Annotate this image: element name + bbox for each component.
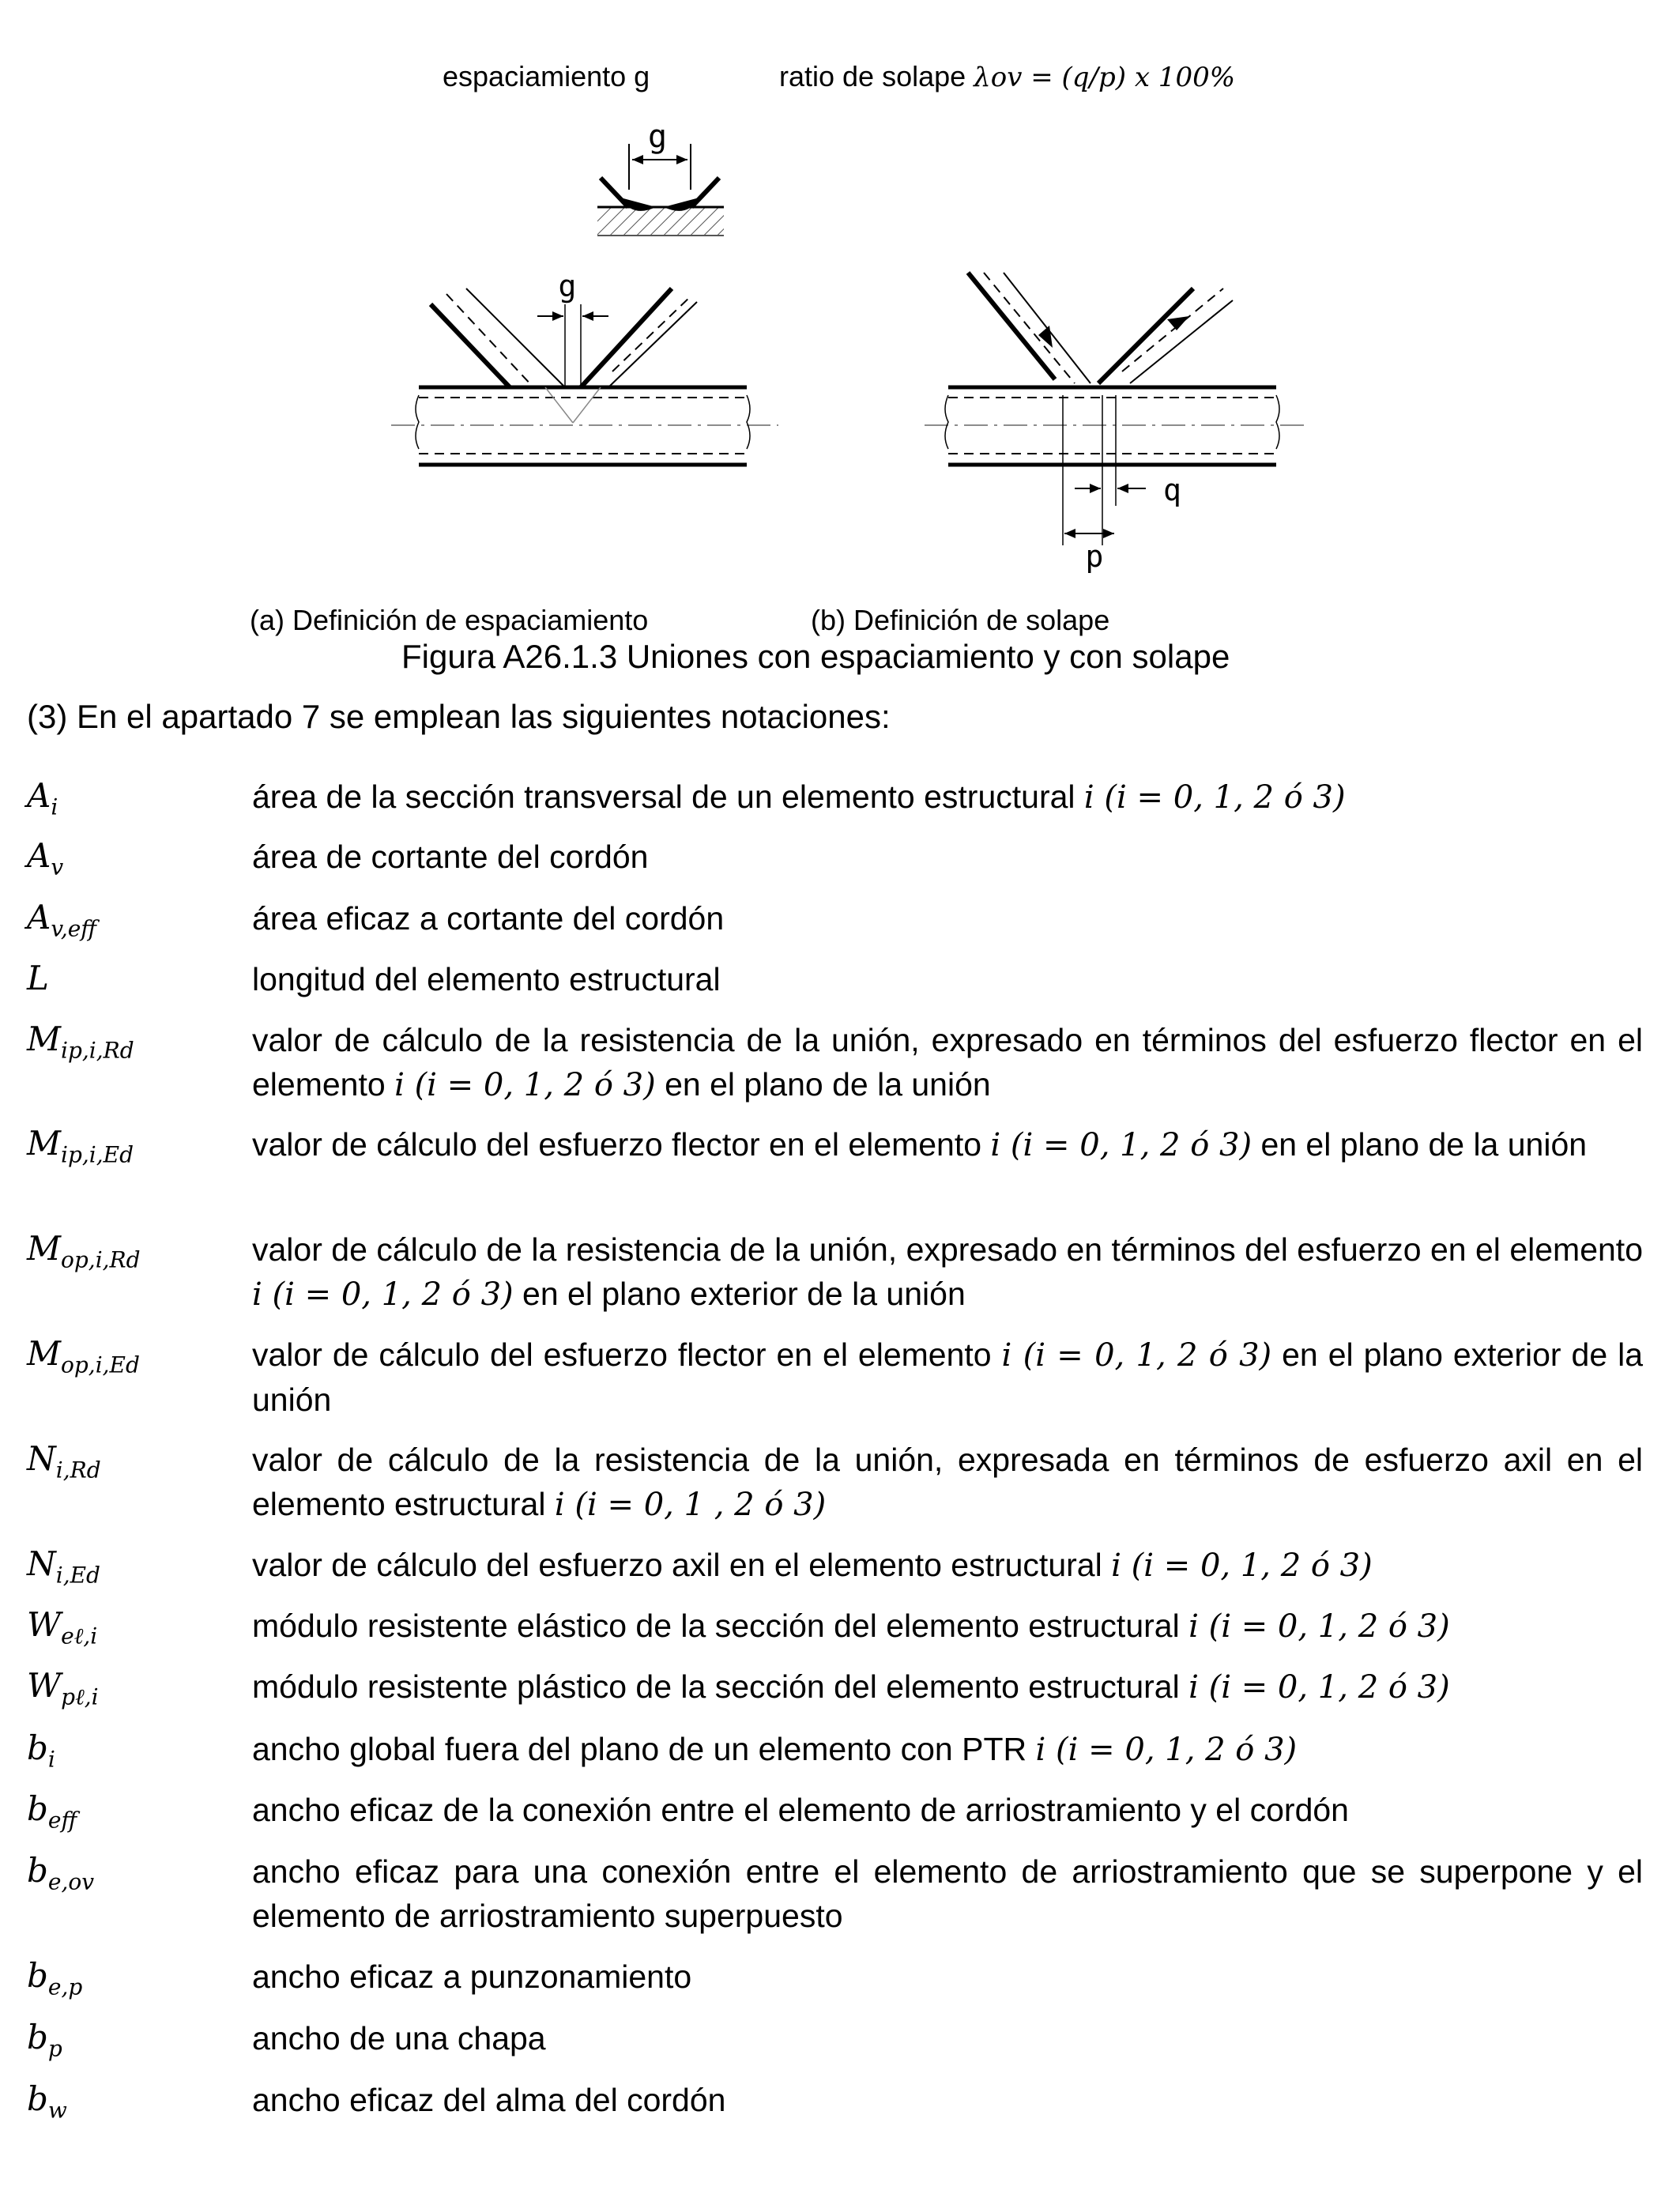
symbol-A-i: $A_i$ — [27, 776, 58, 820]
symbol-b-w: $b_w$ — [27, 2079, 67, 2124]
overlap-q-label: q — [1163, 473, 1181, 507]
definition-b-eff: ancho eficaz de la conexión entre el elemento de arriostramiento y el cordón — [252, 1792, 1349, 1828]
definition-b-e-ov: ancho eficaz para una conexión entre el elemento de arriostramiento que se superpone y el elemento de arriostramiento superpuesto — [252, 1853, 1643, 1934]
definition-A-v-eff: área eficaz a cortante del cordón — [252, 900, 725, 937]
definition-L: longitud del elemento estructural — [252, 961, 721, 997]
definition-A-v: área de cortante del cordón — [252, 839, 649, 875]
definition-b-p: ancho de una chapa — [252, 2020, 546, 2056]
symbol-A-v: $A_v$ — [27, 836, 64, 880]
overlap-joint-diagram — [925, 273, 1304, 545]
symbol-M-ip-i-Rd: $M_{ip,i,Rd}$ — [27, 1020, 134, 1064]
symbol-W-pl-i: $W_{p\ell,i}$ — [27, 1666, 99, 1710]
symbol-b-e-ov: $b_{e,ov}$ — [27, 1851, 95, 1895]
definition-M-ip-i-Ed: valor de cálculo del esfuerzo flector en el elemento i (i = 0, 1, 2 ó 3) en el plano de la unión — [252, 1126, 1588, 1163]
symbol-W-el-i: $W_{e\ell,i}$ — [27, 1605, 98, 1649]
definition-W-el-i: módulo resistente elástico de la sección del elemento estructural i (i = 0, 1, 2 ó 3) — [252, 1608, 1450, 1645]
definition-M-op-i-Ed: valor de cálculo del esfuerzo flector en el elemento i (i = 0, 1, 2 ó 3) en el plano exterior de la unión — [252, 1336, 1643, 1418]
gap-dim-label-top: g — [647, 119, 668, 155]
definition-W-pl-i: módulo resistente plástico de la sección del elemento estructural i (i = 0, 1, 2 ó 3) — [252, 1668, 1450, 1706]
definition-M-op-i-Rd: valor de cálculo de la resistencia de la unión, expresado en términos del esfuerzo en el elemento i (i = 0, 1, 2 ó 3) en el plano exterior de la unión — [252, 1231, 1643, 1313]
symbol-b-eff: $b_{eff}$ — [27, 1789, 77, 1834]
caption-gap: (a) Definición de espaciamiento — [250, 604, 649, 636]
symbol-M-ip-i-Ed: $M_{ip,i,Ed}$ — [27, 1124, 134, 1168]
weld-detail — [597, 144, 724, 236]
symbol-b-e-p: $b_{e,p}$ — [27, 1956, 83, 2000]
overlap-ratio-prefix: ratio de solape — [779, 60, 974, 92]
definition-N-i-Rd: valor de cálculo de la resistencia de la unión, expresada en términos de esfuerzo axil en el elemento estructural i (i = 0, 1 , 2 ó 3) — [252, 1442, 1643, 1523]
overlap-ratio-formula: λov = (q/p) x 100% — [974, 62, 1236, 93]
definition-b-e-p: ancho eficaz a punzonamiento — [252, 1958, 692, 1995]
symbol-b-p: $b_p$ — [27, 2018, 62, 2062]
symbol-b-i: $b_i$ — [27, 1728, 55, 1773]
intro-text: (3) En el apartado 7 se emplean las siguientes notaciones: — [27, 698, 891, 735]
definition-M-ip-i-Rd: valor de cálculo de la resistencia de la unión, expresado en términos del esfuerzo flector en el elemento i (i = 0, 1, 2 ó 3) en el plano de la unión — [252, 1022, 1643, 1103]
figure-title: Figura A26.1.3 Uniones con espaciamiento y con solape — [401, 638, 1230, 675]
definition-A-i: área de la sección transversal de un elemento estructural i (i = 0, 1, 2 ó 3) — [252, 778, 1346, 816]
symbol-N-i-Rd: $N_{i,Rd}$ — [27, 1439, 101, 1483]
gap-arrowheads — [552, 311, 593, 321]
symbol-N-i-Ed: $N_{i,Ed}$ — [27, 1544, 100, 1589]
symbol-M-op-i-Ed: $M_{op,i,Ed}$ — [27, 1334, 140, 1378]
symbol-L: L — [27, 959, 49, 997]
gap-definition-label: espaciamiento g — [443, 60, 650, 92]
overlap-ratio-label — [779, 60, 1235, 93]
symbol-A-v-eff: $A_{v,eff}$ — [27, 898, 97, 942]
overlap-p-label: p — [1085, 539, 1104, 574]
definition-b-i: ancho global fuera del plano de un elemento con PTR i (i = 0, 1, 2 ó 3) — [252, 1731, 1298, 1768]
caption-overlap: (b) Definición de solape — [811, 604, 1110, 636]
definition-N-i-Ed: valor de cálculo del esfuerzo axil en el elemento estructural i (i = 0, 1, 2 ó 3) — [252, 1547, 1373, 1584]
definition-b-w: ancho eficaz del alma del cordón — [252, 2082, 726, 2118]
joint-figure — [363, 111, 1328, 593]
gap-dim-label: g — [558, 269, 577, 303]
gap-joint-diagram — [391, 288, 778, 465]
symbol-M-op-i-Rd: $M_{op,i,Rd}$ — [27, 1229, 141, 1273]
